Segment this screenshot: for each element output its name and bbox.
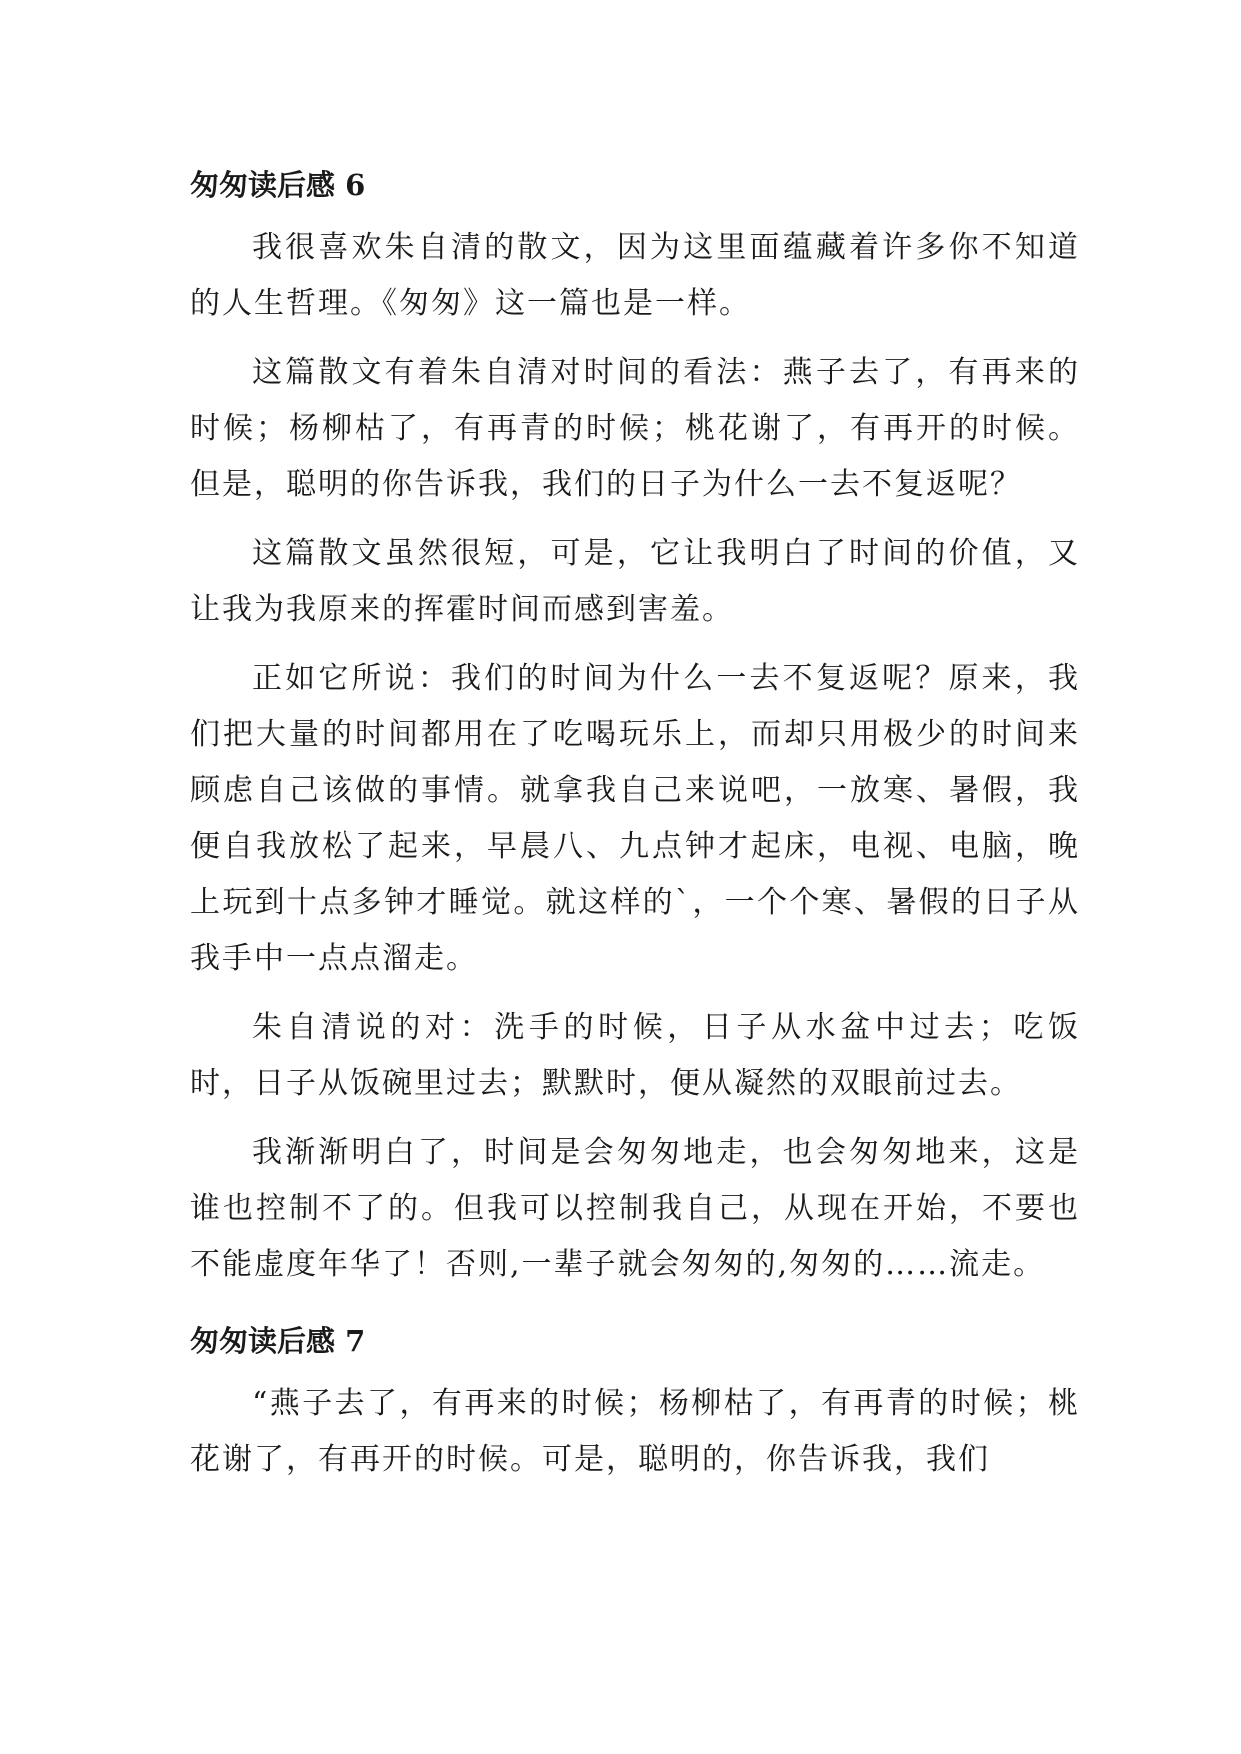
paragraph: 朱自清说的对：洗手的时候，日子从水盆中过去；吃饭时，日子从饭碗里过去；默默时，便从凝然的双眼前过去。 bbox=[190, 1010, 1080, 1101]
document-page bbox=[190, 150, 1080, 1501]
paragraph: “燕子去了，有再来的时候；杨柳枯了，有再青的时候；桃花谢了，有再开的时候。可是，聪明的，你告诉我，我们 bbox=[190, 1386, 1080, 1477]
paragraph: 我渐渐明白了，时间是会匆匆地走，也会匆匆地来，这是谁也控制不了的。但我可以控制我自己，从现在开始，不要也不能虚度年华了！否则,一辈子就会匆匆的,匆匆的……流走。 bbox=[190, 1135, 1080, 1282]
section-heading: 匆匆读后感 7 bbox=[190, 1324, 366, 1358]
section-heading: 匆匆读后感 6 bbox=[190, 168, 366, 202]
paragraph: 正如它所说：我们的时间为什么一去不复返呢？原来，我们把大量的时间都用在了吃喝玩乐上，而却只用极少的时间来顾虑自己该做的事情。就拿我自己来说吧，一放寒、暑假，我便自我放松了起来，早晨八、九点钟才起床，电视、电脑，晚上玩到十点多钟才睡觉。就这样的`，一个个寒、暑假的日子从我手中一点点溜走。 bbox=[190, 661, 1080, 976]
paragraph: 我很喜欢朱自清的散文，因为这里面蕴藏着许多你不知道的人生哲理。《匆匆》这一篇也是一样。 bbox=[190, 230, 1080, 321]
paragraph: 这篇散文虽然很短，可是，它让我明白了时间的价值，又让我为我原来的挥霍时间而感到害羞。 bbox=[190, 536, 1080, 627]
paragraph: 这篇散文有着朱自清对时间的看法：燕子去了，有再来的时候；杨柳枯了，有再青的时候；桃花谢了，有再开的时候。但是，聪明的你告诉我，我们的日子为什么一去不复返呢？ bbox=[190, 355, 1080, 502]
